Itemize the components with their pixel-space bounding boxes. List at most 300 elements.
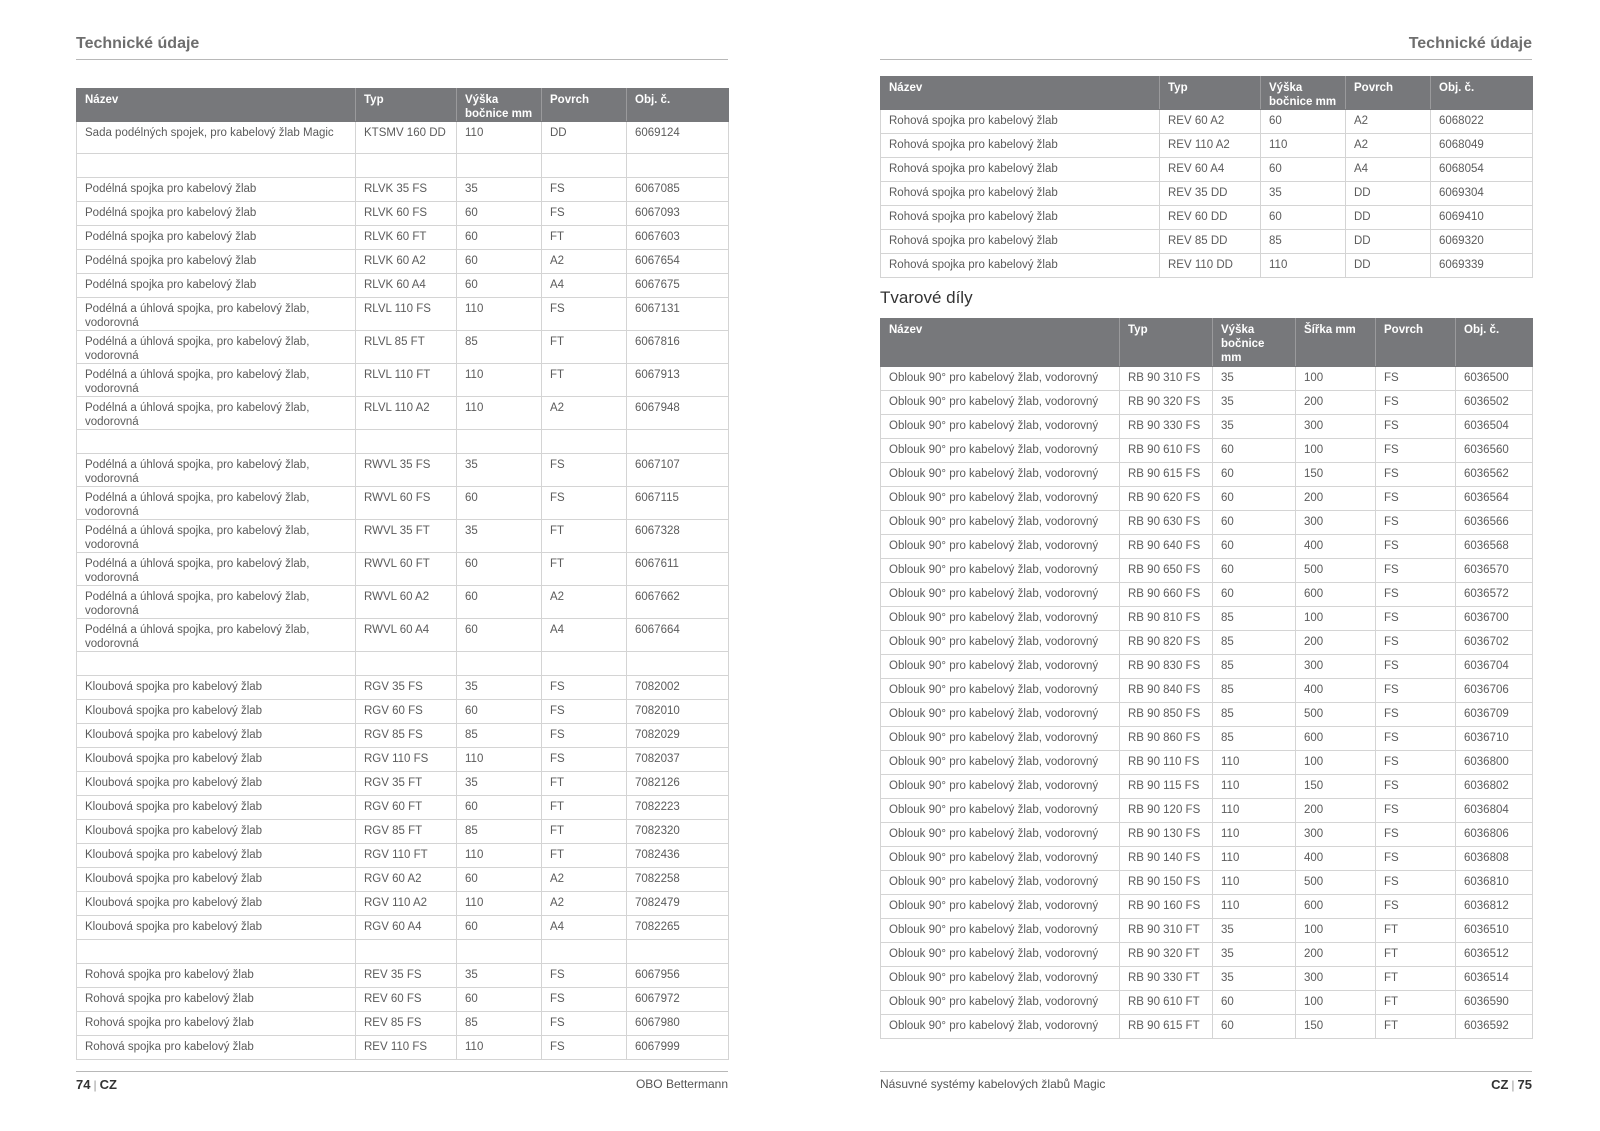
cell-name: Podélná a úhlová spojka, pro kabelový žlab, vodorovná: [77, 454, 356, 487]
cell-type: RB 90 615 FS: [1120, 463, 1213, 487]
cell-height: 60: [1213, 991, 1296, 1015]
left-table-body: [77, 122, 729, 1060]
cell-width: 100: [1296, 991, 1376, 1015]
table-row: [77, 676, 729, 700]
right-header-rule: [880, 59, 1532, 60]
cell-height: 110: [457, 298, 542, 331]
cell-type: REV 85 DD: [1160, 230, 1261, 254]
cell-type: RB 90 840 FS: [1120, 679, 1213, 703]
cell-surface: FS: [1376, 511, 1456, 535]
left-header-rule: [76, 59, 728, 60]
cell-name: Podélná a úhlová spojka, pro kabelový žlab, vodorovná: [77, 364, 356, 397]
cell-height: 110: [1261, 134, 1346, 158]
cell-name: Rohová spojka pro kabelový žlab: [881, 182, 1160, 206]
cell-surface: [542, 154, 627, 178]
cell-name: Kloubová spojka pro kabelový žlab: [77, 772, 356, 796]
cell-surface: A2: [542, 250, 627, 274]
cell-height: 110: [1213, 775, 1296, 799]
cell-name: [77, 652, 356, 676]
cell-height: 60: [1261, 206, 1346, 230]
cell-surface: DD: [1346, 206, 1431, 230]
cell-order-number: 6067611: [627, 553, 729, 586]
cell-surface: FS: [1376, 751, 1456, 775]
cell-height: 110: [457, 844, 542, 868]
cell-name: Kloubová spojka pro kabelový žlab: [77, 748, 356, 772]
cell-surface: A2: [1346, 134, 1431, 158]
cell-width: 100: [1296, 751, 1376, 775]
cell-name: Rohová spojka pro kabelový žlab: [77, 1012, 356, 1036]
cell-order-number: 6036709: [1456, 703, 1533, 727]
cell-height: 110: [1213, 895, 1296, 919]
cell-name: Oblouk 90° pro kabelový žlab, vodorovný: [881, 943, 1120, 967]
cell-type: RB 90 310 FS: [1120, 367, 1213, 391]
cell-order-number: 6036806: [1456, 823, 1533, 847]
cell-order-number: 6067675: [627, 274, 729, 298]
cell-height: [457, 430, 542, 454]
cell-order-number: 6067948: [627, 397, 729, 430]
cell-width: 200: [1296, 943, 1376, 967]
column-header-height: Výška bočnice mm: [457, 89, 542, 122]
cell-surface: FS: [1376, 727, 1456, 751]
cell-name: Rohová spojka pro kabelový žlab: [881, 254, 1160, 278]
cell-surface: DD: [542, 122, 627, 154]
cell-type: RB 90 830 FS: [1120, 655, 1213, 679]
cell-order-number: 6067085: [627, 178, 729, 202]
cell-width: 150: [1296, 1015, 1376, 1039]
cell-height: 110: [1261, 254, 1346, 278]
cell-type: RLVK 60 A2: [356, 250, 457, 274]
cell-height: 35: [457, 178, 542, 202]
cell-type: RB 90 310 FT: [1120, 919, 1213, 943]
cell-height: [457, 154, 542, 178]
column-header-order-number: Obj. č.: [627, 89, 729, 122]
cell-name: Oblouk 90° pro kabelový žlab, vodorovný: [881, 799, 1120, 823]
cell-type: RB 90 610 FS: [1120, 439, 1213, 463]
right-footer-page-info: [1491, 1077, 1532, 1092]
cell-surface: A2: [542, 586, 627, 619]
cell-type: RB 90 130 FS: [1120, 823, 1213, 847]
cell-surface: FS: [542, 748, 627, 772]
cell-type: RB 90 120 FS: [1120, 799, 1213, 823]
cell-surface: DD: [1346, 254, 1431, 278]
cell-type: RB 90 660 FS: [1120, 583, 1213, 607]
table-row: [77, 202, 729, 226]
table-spacer-row: [77, 154, 729, 178]
cell-surface: FT: [1376, 943, 1456, 967]
cell-surface: FT: [1376, 967, 1456, 991]
cell-type: RB 90 115 FS: [1120, 775, 1213, 799]
left-footer-rule: [76, 1071, 728, 1072]
section-title-shaped-parts: Tvarové díly: [880, 288, 973, 307]
cell-name: Oblouk 90° pro kabelový žlab, vodorovný: [881, 415, 1120, 439]
cell-order-number: 6036800: [1456, 751, 1533, 775]
cell-name: Podélná a úhlová spojka, pro kabelový žlab, vodorovná: [77, 553, 356, 586]
cell-height: 60: [457, 586, 542, 619]
cell-type: REV 110 A2: [1160, 134, 1261, 158]
cell-type: RLVK 60 FT: [356, 226, 457, 250]
cell-height: 85: [1261, 230, 1346, 254]
cell-name: Oblouk 90° pro kabelový žlab, vodorovný: [881, 367, 1120, 391]
cell-order-number: 6036504: [1456, 415, 1533, 439]
cell-height: [457, 652, 542, 676]
cell-height: 35: [1213, 415, 1296, 439]
cell-height: 60: [457, 274, 542, 298]
cell-width: 500: [1296, 559, 1376, 583]
table-row: [77, 226, 729, 250]
table-row: [881, 230, 1533, 254]
table-spacer-row: [77, 652, 729, 676]
cell-height: 85: [457, 724, 542, 748]
cell-surface: A2: [542, 868, 627, 892]
right-footer-publication: Násuvné systémy kabelových žlabů Magic: [880, 1077, 1106, 1091]
cell-surface: FS: [1376, 679, 1456, 703]
cell-type: RB 90 320 FT: [1120, 943, 1213, 967]
cell-width: 200: [1296, 631, 1376, 655]
right-table2-header-row: [881, 319, 1533, 367]
cell-width: 200: [1296, 391, 1376, 415]
cell-type: RB 90 160 FS: [1120, 895, 1213, 919]
cell-height: 60: [457, 250, 542, 274]
table-row: [881, 1015, 1533, 1039]
cell-width: 100: [1296, 367, 1376, 391]
cell-surface: A4: [1346, 158, 1431, 182]
cell-surface: FT: [542, 796, 627, 820]
table-row: [77, 274, 729, 298]
cell-order-number: 6036700: [1456, 607, 1533, 631]
table-row: [881, 703, 1533, 727]
table-row: [881, 631, 1533, 655]
cell-width: 200: [1296, 799, 1376, 823]
cell-width: 100: [1296, 607, 1376, 631]
cell-height: 60: [1213, 439, 1296, 463]
table-row: [881, 463, 1533, 487]
cell-height: 110: [457, 397, 542, 430]
cell-height: [457, 940, 542, 964]
cell-order-number: 6036560: [1456, 439, 1533, 463]
table-row: [77, 892, 729, 916]
cell-width: 600: [1296, 895, 1376, 919]
cell-order-number: 6036704: [1456, 655, 1533, 679]
cell-surface: FS: [542, 676, 627, 700]
cell-type: RB 90 615 FT: [1120, 1015, 1213, 1039]
cell-order-number: [627, 652, 729, 676]
cell-order-number: 6068054: [1431, 158, 1533, 182]
cell-type: RGV 85 FS: [356, 724, 457, 748]
cell-height: 110: [1213, 871, 1296, 895]
cell-name: Oblouk 90° pro kabelový žlab, vodorovný: [881, 679, 1120, 703]
cell-height: 35: [1213, 919, 1296, 943]
cell-order-number: 6067664: [627, 619, 729, 652]
cell-order-number: 6067093: [627, 202, 729, 226]
table-row: [77, 487, 729, 520]
cell-surface: FS: [1376, 775, 1456, 799]
cell-order-number: 6069320: [1431, 230, 1533, 254]
cell-surface: FS: [542, 202, 627, 226]
cell-order-number: 6036514: [1456, 967, 1533, 991]
cell-order-number: 6036564: [1456, 487, 1533, 511]
column-header-surface: Povrch: [542, 89, 627, 122]
cell-order-number: 6067115: [627, 487, 729, 520]
cell-type: RB 90 110 FS: [1120, 751, 1213, 775]
cell-height: 60: [457, 226, 542, 250]
cell-width: 300: [1296, 415, 1376, 439]
cell-type: [356, 940, 457, 964]
right-footer-rule: [880, 1071, 1532, 1072]
table-row: [77, 122, 729, 154]
cell-type: RWVL 35 FT: [356, 520, 457, 553]
column-header-type: Typ: [1160, 77, 1261, 110]
cell-order-number: 6036802: [1456, 775, 1533, 799]
cell-height: 110: [1213, 799, 1296, 823]
table-row: [77, 724, 729, 748]
column-header-name: Název: [881, 319, 1120, 367]
cell-surface: [542, 940, 627, 964]
table-row: [77, 700, 729, 724]
left-product-table: [76, 88, 729, 1060]
column-header-type: Typ: [356, 89, 457, 122]
cell-order-number: 6036702: [1456, 631, 1533, 655]
cell-height: 35: [457, 454, 542, 487]
cell-type: REV 60 A4: [1160, 158, 1261, 182]
cell-name: Rohová spojka pro kabelový žlab: [881, 230, 1160, 254]
cell-height: 60: [457, 916, 542, 940]
cell-width: 300: [1296, 967, 1376, 991]
table-row: [881, 895, 1533, 919]
cell-name: Oblouk 90° pro kabelový žlab, vodorovný: [881, 631, 1120, 655]
cell-surface: FS: [1376, 823, 1456, 847]
table-row: [881, 799, 1533, 823]
cell-surface: FT: [542, 844, 627, 868]
cell-height: 85: [1213, 703, 1296, 727]
table-row: [881, 110, 1533, 134]
cell-type: RB 90 330 FS: [1120, 415, 1213, 439]
cell-order-number: 6067816: [627, 331, 729, 364]
cell-type: RB 90 650 FS: [1120, 559, 1213, 583]
cell-type: RB 90 140 FS: [1120, 847, 1213, 871]
cell-surface: FS: [542, 964, 627, 988]
table-row: [77, 820, 729, 844]
column-header-type: Typ: [1120, 319, 1213, 367]
table-row: [77, 364, 729, 397]
cell-width: 300: [1296, 511, 1376, 535]
cell-order-number: 6036706: [1456, 679, 1533, 703]
table-row: [881, 559, 1533, 583]
cell-order-number: 6067654: [627, 250, 729, 274]
cell-width: 500: [1296, 871, 1376, 895]
cell-height: 35: [1213, 391, 1296, 415]
table-row: [77, 1012, 729, 1036]
cell-order-number: [627, 430, 729, 454]
cell-surface: A2: [1346, 110, 1431, 134]
cell-width: 300: [1296, 655, 1376, 679]
table-row: [881, 847, 1533, 871]
cell-surface: FT: [1376, 919, 1456, 943]
cell-name: Oblouk 90° pro kabelový žlab, vodorovný: [881, 967, 1120, 991]
cell-order-number: 6067999: [627, 1036, 729, 1060]
cell-width: 100: [1296, 439, 1376, 463]
table-row: [77, 586, 729, 619]
table-row: [881, 607, 1533, 631]
table-row: [77, 397, 729, 430]
cell-name: Kloubová spojka pro kabelový žlab: [77, 820, 356, 844]
cell-name: Oblouk 90° pro kabelový žlab, vodorovný: [881, 751, 1120, 775]
column-header-name: Název: [77, 89, 356, 122]
cell-order-number: 6036562: [1456, 463, 1533, 487]
cell-type: RB 90 820 FS: [1120, 631, 1213, 655]
left-page-number: 74: [76, 1077, 91, 1092]
cell-order-number: 6067980: [627, 1012, 729, 1036]
left-page: [76, 0, 728, 1131]
cell-height: 85: [457, 820, 542, 844]
column-header-surface: Povrch: [1346, 77, 1431, 110]
cell-order-number: 6068049: [1431, 134, 1533, 158]
table-row: [77, 1036, 729, 1060]
cell-type: RLVK 35 FS: [356, 178, 457, 202]
cell-height: 35: [457, 520, 542, 553]
cell-name: Kloubová spojka pro kabelový žlab: [77, 724, 356, 748]
right-footer-language: CZ: [1491, 1077, 1509, 1092]
left-table-header-row: [77, 89, 729, 122]
table-row: [881, 367, 1533, 391]
cell-type: RGV 60 FS: [356, 700, 457, 724]
cell-order-number: 6036510: [1456, 919, 1533, 943]
right-page-number: 75: [1517, 1077, 1532, 1092]
cell-height: 85: [1213, 631, 1296, 655]
cell-name: Kloubová spojka pro kabelový žlab: [77, 892, 356, 916]
cell-name: Rohová spojka pro kabelový žlab: [77, 988, 356, 1012]
cell-name: Podélná a úhlová spojka, pro kabelový žlab, vodorovná: [77, 331, 356, 364]
cell-surface: FS: [542, 487, 627, 520]
left-footer-separator: |: [93, 1078, 97, 1092]
table-row: [77, 772, 729, 796]
cell-name: Oblouk 90° pro kabelový žlab, vodorovný: [881, 511, 1120, 535]
cell-height: 60: [1261, 158, 1346, 182]
cell-type: RGV 110 A2: [356, 892, 457, 916]
cell-name: Oblouk 90° pro kabelový žlab, vodorovný: [881, 463, 1120, 487]
cell-height: 85: [1213, 727, 1296, 751]
cell-name: Podélná spojka pro kabelový žlab: [77, 178, 356, 202]
table-row: [881, 158, 1533, 182]
cell-height: 60: [1213, 535, 1296, 559]
cell-name: Podélná a úhlová spojka, pro kabelový žlab, vodorovná: [77, 520, 356, 553]
left-header-title: Technické údaje: [76, 35, 200, 52]
cell-height: 110: [457, 122, 542, 154]
cell-surface: DD: [1346, 230, 1431, 254]
cell-type: RGV 60 FT: [356, 796, 457, 820]
cell-height: 110: [1213, 823, 1296, 847]
cell-name: Rohová spojka pro kabelový žlab: [881, 206, 1160, 230]
cell-name: Oblouk 90° pro kabelový žlab, vodorovný: [881, 1015, 1120, 1039]
cell-width: 600: [1296, 583, 1376, 607]
cell-height: 35: [1213, 943, 1296, 967]
cell-surface: FS: [542, 178, 627, 202]
cell-surface: A2: [542, 892, 627, 916]
cell-surface: FT: [542, 772, 627, 796]
cell-surface: FS: [1376, 559, 1456, 583]
cell-surface: FS: [542, 700, 627, 724]
cell-type: RWVL 60 FS: [356, 487, 457, 520]
cell-surface: A4: [542, 916, 627, 940]
cell-surface: FT: [1376, 1015, 1456, 1039]
cell-name: Oblouk 90° pro kabelový žlab, vodorovný: [881, 487, 1120, 511]
cell-height: 60: [457, 619, 542, 652]
cell-height: 35: [1213, 367, 1296, 391]
table-row: [881, 919, 1533, 943]
cell-type: RLVK 60 FS: [356, 202, 457, 226]
cell-height: 35: [1261, 182, 1346, 206]
cell-name: [77, 940, 356, 964]
cell-height: 85: [457, 331, 542, 364]
cell-height: 110: [457, 364, 542, 397]
cell-type: REV 35 FS: [356, 964, 457, 988]
cell-height: 110: [1213, 847, 1296, 871]
cell-type: REV 110 FS: [356, 1036, 457, 1060]
cell-type: RWVL 60 FT: [356, 553, 457, 586]
table-row: [881, 583, 1533, 607]
cell-order-number: 6036568: [1456, 535, 1533, 559]
table-row: [77, 916, 729, 940]
cell-name: Kloubová spojka pro kabelový žlab: [77, 700, 356, 724]
cell-surface: A4: [542, 619, 627, 652]
cell-name: Oblouk 90° pro kabelový žlab, vodorovný: [881, 823, 1120, 847]
table-row: [77, 553, 729, 586]
right-header-title: Technické údaje: [1408, 35, 1532, 52]
table-row: [881, 415, 1533, 439]
table-row: [77, 250, 729, 274]
cell-type: REV 85 FS: [356, 1012, 457, 1036]
cell-type: RGV 60 A2: [356, 868, 457, 892]
cell-surface: FS: [1376, 799, 1456, 823]
cell-surface: FS: [1376, 631, 1456, 655]
cell-name: Podélná a úhlová spojka, pro kabelový žlab, vodorovná: [77, 298, 356, 331]
cell-order-number: 7082320: [627, 820, 729, 844]
cell-name: Oblouk 90° pro kabelový žlab, vodorovný: [881, 655, 1120, 679]
table-row: [881, 511, 1533, 535]
cell-type: REV 110 DD: [1160, 254, 1261, 278]
table-row: [77, 298, 729, 331]
table-row: [881, 727, 1533, 751]
cell-order-number: 6067131: [627, 298, 729, 331]
column-header-order-number: Obj. č.: [1456, 319, 1533, 367]
cell-surface: FT: [542, 520, 627, 553]
cell-surface: FS: [1376, 463, 1456, 487]
cell-type: RGV 85 FT: [356, 820, 457, 844]
cell-height: 110: [457, 748, 542, 772]
cell-width: 150: [1296, 463, 1376, 487]
cell-surface: FS: [1376, 439, 1456, 463]
cell-order-number: 7082002: [627, 676, 729, 700]
table-row: [77, 964, 729, 988]
cell-order-number: 6069304: [1431, 182, 1533, 206]
cell-order-number: 6036710: [1456, 727, 1533, 751]
table-row: [77, 454, 729, 487]
cell-surface: FS: [1376, 703, 1456, 727]
cell-type: RLVL 110 FS: [356, 298, 457, 331]
cell-type: RLVL 85 FT: [356, 331, 457, 364]
cell-surface: FS: [542, 724, 627, 748]
cell-type: [356, 430, 457, 454]
cell-order-number: 6067913: [627, 364, 729, 397]
cell-name: Podélná spojka pro kabelový žlab: [77, 226, 356, 250]
cell-surface: FS: [1376, 607, 1456, 631]
cell-height: 110: [1213, 751, 1296, 775]
cell-order-number: 6067107: [627, 454, 729, 487]
cell-type: RB 90 630 FS: [1120, 511, 1213, 535]
cell-type: RB 90 860 FS: [1120, 727, 1213, 751]
cell-type: REV 35 DD: [1160, 182, 1261, 206]
table-row: [77, 178, 729, 202]
cell-surface: FT: [1376, 991, 1456, 1015]
